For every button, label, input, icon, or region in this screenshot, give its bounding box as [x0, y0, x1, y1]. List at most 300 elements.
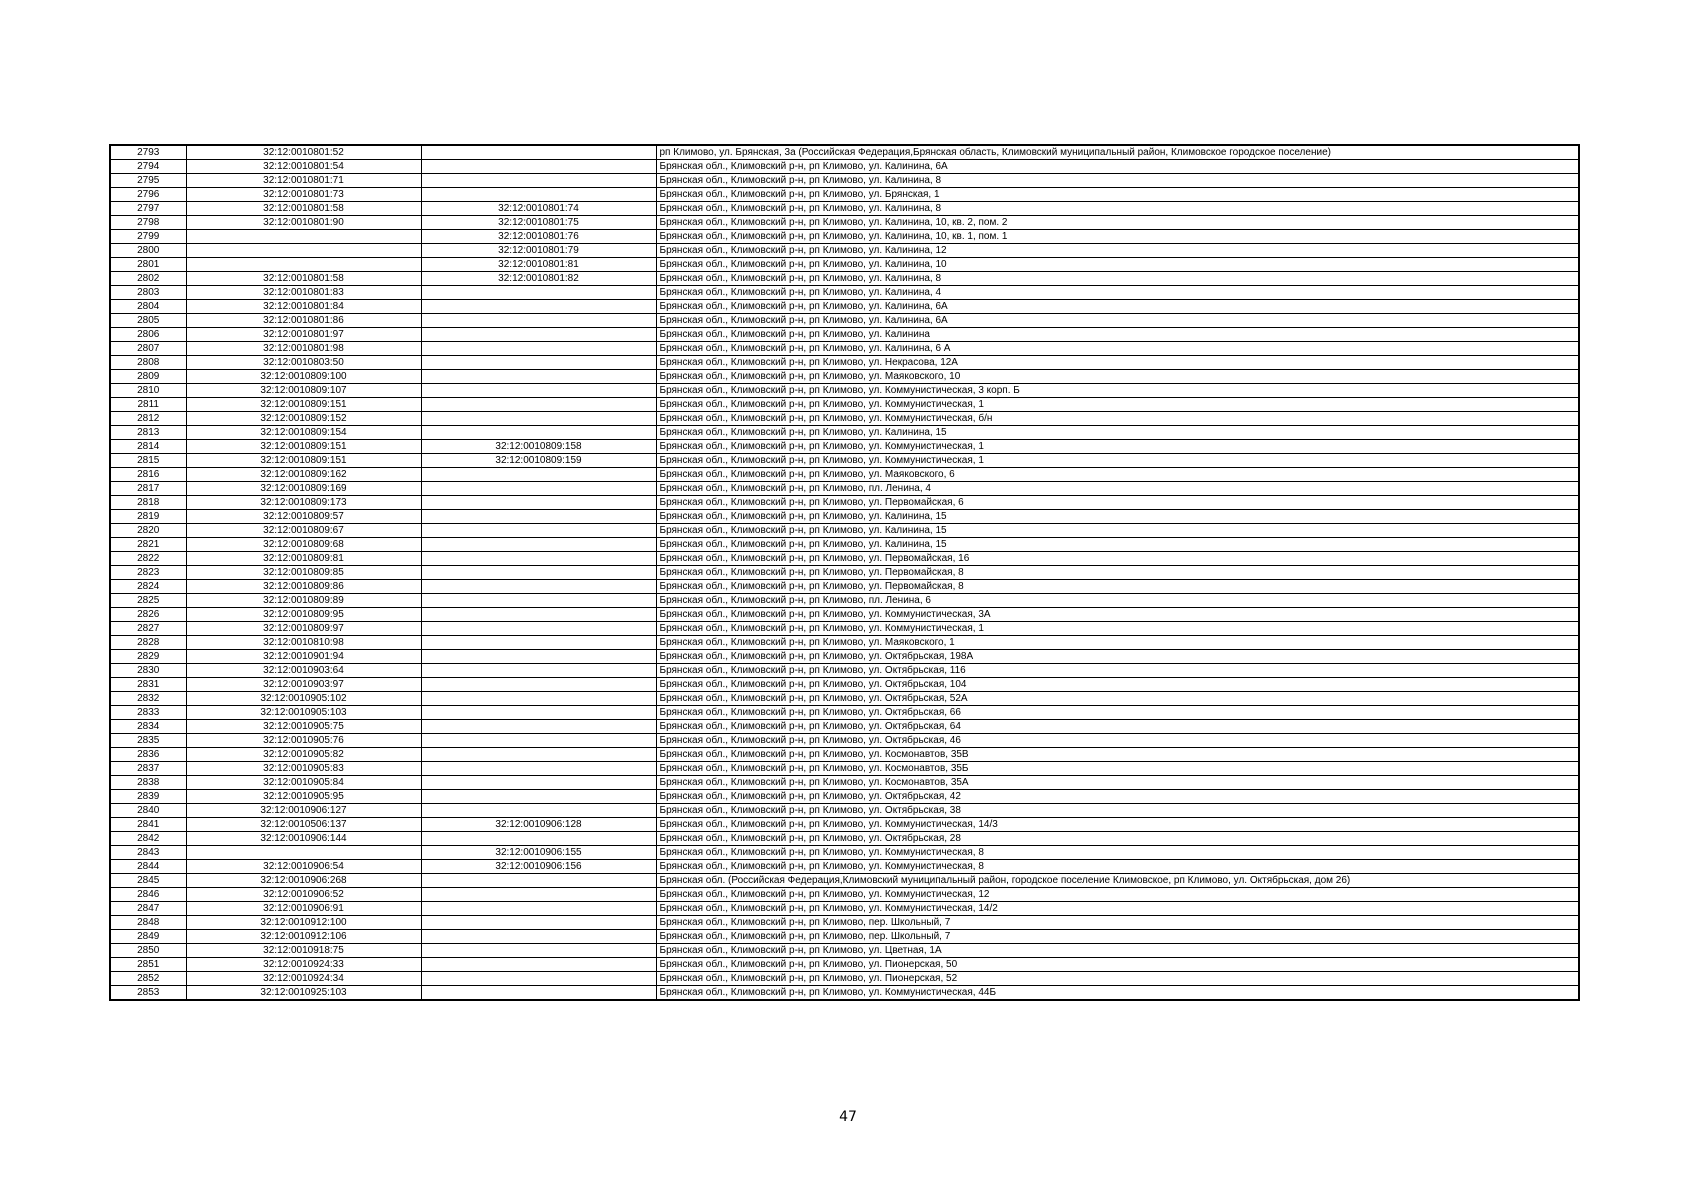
- address-cell: Брянская обл., Климовский р-н, рп Климово, ул. Октябрьская, 104: [656, 678, 1579, 692]
- table-row: [110, 748, 1579, 762]
- related-cadastral-number-cell: [421, 972, 656, 986]
- address-cell: Брянская обл., Климовский р-н, рп Климово, ул. Коммунистическая, 1: [656, 440, 1579, 454]
- related-cadastral-number-cell: [421, 594, 656, 608]
- row-number-cell: 2811: [110, 398, 186, 412]
- related-cadastral-number-cell: [421, 944, 656, 958]
- cadastral-number-cell: 32:12:0010801:84: [186, 300, 421, 314]
- row-number-cell: 2822: [110, 552, 186, 566]
- row-number-cell: 2821: [110, 538, 186, 552]
- cadastral-number-cell: 32:12:0010809:162: [186, 468, 421, 482]
- table-row: [110, 776, 1579, 790]
- address-cell: Брянская обл., Климовский р-н, рп Климово, ул. Октябрьская, 38: [656, 804, 1579, 818]
- row-number-cell: 2843: [110, 846, 186, 860]
- related-cadastral-number-cell: 32:12:0010906:156: [421, 860, 656, 874]
- row-number-cell: 2840: [110, 804, 186, 818]
- table-row: [110, 734, 1579, 748]
- address-cell: Брянская обл., Климовский р-н, рп Климово, ул. Коммунистическая, 8: [656, 846, 1579, 860]
- table-row: [110, 300, 1579, 314]
- row-number-cell: 2844: [110, 860, 186, 874]
- table-row: [110, 230, 1579, 244]
- cadastral-number-cell: 32:12:0010809:95: [186, 608, 421, 622]
- related-cadastral-number-cell: [421, 748, 656, 762]
- row-number-cell: 2810: [110, 384, 186, 398]
- cadastral-number-cell: 32:12:0010801:73: [186, 188, 421, 202]
- row-number-cell: 2805: [110, 314, 186, 328]
- related-cadastral-number-cell: [421, 342, 656, 356]
- cadastral-number-cell: 32:12:0010809:85: [186, 566, 421, 580]
- table-row: [110, 636, 1579, 650]
- address-cell: Брянская обл., Климовский р-н, рп Климово, ул. Космонавтов, 35А: [656, 776, 1579, 790]
- table-row: [110, 860, 1579, 874]
- address-cell: Брянская обл., Климовский р-н, рп Климово, ул. Маяковского, 10: [656, 370, 1579, 384]
- address-cell: Брянская обл., Климовский р-н, рп Климово, ул. Октябрьская, 64: [656, 720, 1579, 734]
- table-row: [110, 608, 1579, 622]
- related-cadastral-number-cell: [421, 958, 656, 972]
- address-cell: Брянская обл., Климовский р-н, рп Климово, ул. Коммунистическая, 8: [656, 860, 1579, 874]
- table-row: [110, 258, 1579, 272]
- cadastral-number-cell: 32:12:0010801:58: [186, 272, 421, 286]
- related-cadastral-number-cell: [421, 734, 656, 748]
- table-row: [110, 370, 1579, 384]
- address-cell: Брянская обл., Климовский р-н, рп Климово, ул. Некрасова, 12А: [656, 356, 1579, 370]
- table-row: [110, 426, 1579, 440]
- row-number-cell: 2838: [110, 776, 186, 790]
- address-cell: Брянская обл., Климовский р-н, рп Климово, ул. Калинина, 15: [656, 524, 1579, 538]
- related-cadastral-number-cell: [421, 986, 656, 1001]
- address-cell: Брянская обл., Климовский р-н, рп Климово, ул. Маяковского, 1: [656, 636, 1579, 650]
- cadastral-number-cell: 32:12:0010801:90: [186, 216, 421, 230]
- related-cadastral-number-cell: [421, 496, 656, 510]
- cadastral-number-cell: 32:12:0010918:75: [186, 944, 421, 958]
- address-cell: Брянская обл. (Российская Федерация,Климовский муниципальный район, городское поселение Климовское, рп Климово, ул. Октябрьская, дом 26): [656, 874, 1579, 888]
- table-row: [110, 650, 1579, 664]
- cadastral-number-cell: 32:12:0010801:97: [186, 328, 421, 342]
- address-cell: Брянская обл., Климовский р-н, рп Климово, ул. Калинина, 6А: [656, 160, 1579, 174]
- cadastral-number-cell: 32:12:0010903:64: [186, 664, 421, 678]
- cadastral-number-cell: 32:12:0010809:151: [186, 440, 421, 454]
- related-cadastral-number-cell: [421, 426, 656, 440]
- table-row: [110, 888, 1579, 902]
- address-cell: Брянская обл., Климовский р-н, рп Климово, ул. Коммунистическая, 14/2: [656, 902, 1579, 916]
- cadastral-number-cell: 32:12:0010903:97: [186, 678, 421, 692]
- row-number-cell: 2852: [110, 972, 186, 986]
- related-cadastral-number-cell: [421, 538, 656, 552]
- related-cadastral-number-cell: [421, 300, 656, 314]
- cadastral-number-cell: 32:12:0010809:173: [186, 496, 421, 510]
- cadastral-number-cell: 32:12:0010905:75: [186, 720, 421, 734]
- address-cell: Брянская обл., Климовский р-н, рп Климово, ул. Пионерская, 52: [656, 972, 1579, 986]
- related-cadastral-number-cell: [421, 916, 656, 930]
- related-cadastral-number-cell: 32:12:0010801:74: [421, 202, 656, 216]
- related-cadastral-number-cell: [421, 580, 656, 594]
- table-row: [110, 468, 1579, 482]
- cadastral-number-cell: 32:12:0010801:54: [186, 160, 421, 174]
- cadastral-number-cell: 32:12:0010809:152: [186, 412, 421, 426]
- row-number-cell: 2807: [110, 342, 186, 356]
- row-number-cell: 2851: [110, 958, 186, 972]
- cadastral-number-cell: 32:12:0010809:67: [186, 524, 421, 538]
- address-cell: Брянская обл., Климовский р-н, рп Климово, ул. Калинина, 12: [656, 244, 1579, 258]
- table-row: [110, 720, 1579, 734]
- address-cell: Брянская обл., Климовский р-н, рп Климово, ул. Калинина, 6А: [656, 300, 1579, 314]
- related-cadastral-number-cell: [421, 720, 656, 734]
- related-cadastral-number-cell: 32:12:0010801:75: [421, 216, 656, 230]
- cadastral-number-cell: 32:12:0010912:100: [186, 916, 421, 930]
- row-number-cell: 2842: [110, 832, 186, 846]
- address-cell: Брянская обл., Климовский р-н, рп Климово, ул. Маяковского, 6: [656, 468, 1579, 482]
- cadastral-number-cell: 32:12:0010809:97: [186, 622, 421, 636]
- table-row: [110, 538, 1579, 552]
- related-cadastral-number-cell: [421, 902, 656, 916]
- address-cell: Брянская обл., Климовский р-н, рп Климово, ул. Калинина, 10: [656, 258, 1579, 272]
- row-number-cell: 2849: [110, 930, 186, 944]
- property-registry-table: [109, 144, 1580, 1001]
- row-number-cell: 2839: [110, 790, 186, 804]
- address-cell: Брянская обл., Климовский р-н, рп Климово, ул. Калинина, 6А: [656, 314, 1579, 328]
- address-cell: Брянская обл., Климовский р-н, рп Климово, ул. Космонавтов, 35Б: [656, 762, 1579, 776]
- cadastral-number-cell: 32:12:0010809:100: [186, 370, 421, 384]
- related-cadastral-number-cell: [421, 510, 656, 524]
- related-cadastral-number-cell: 32:12:0010809:159: [421, 454, 656, 468]
- row-number-cell: 2828: [110, 636, 186, 650]
- cadastral-number-cell: 32:12:0010905:83: [186, 762, 421, 776]
- cadastral-number-cell: 32:12:0010924:33: [186, 958, 421, 972]
- row-number-cell: 2832: [110, 692, 186, 706]
- table-row: [110, 384, 1579, 398]
- address-cell: Брянская обл., Климовский р-н, рп Климово, ул. Октябрьская, 42: [656, 790, 1579, 804]
- row-number-cell: 2793: [110, 145, 186, 160]
- table-row: [110, 972, 1579, 986]
- address-cell: Брянская обл., Климовский р-н, рп Климово, ул. Коммунистическая, 3 корп. Б: [656, 384, 1579, 398]
- cadastral-number-cell: 32:12:0010809:89: [186, 594, 421, 608]
- related-cadastral-number-cell: [421, 412, 656, 426]
- row-number-cell: 2819: [110, 510, 186, 524]
- row-number-cell: 2841: [110, 818, 186, 832]
- address-cell: Брянская обл., Климовский р-н, рп Климово, ул. Космонавтов, 35В: [656, 748, 1579, 762]
- address-cell: Брянская обл., Климовский р-н, рп Климово, ул. Калинина, 8: [656, 272, 1579, 286]
- row-number-cell: 2825: [110, 594, 186, 608]
- address-cell: Брянская обл., Климовский р-н, рп Климово, ул. Октябрьская, 116: [656, 664, 1579, 678]
- address-cell: Брянская обл., Климовский р-н, рп Климово, ул. Коммунистическая, 3А: [656, 608, 1579, 622]
- cadastral-number-cell: 32:12:0010905:82: [186, 748, 421, 762]
- related-cadastral-number-cell: [421, 762, 656, 776]
- cadastral-number-cell: 32:12:0010809:81: [186, 552, 421, 566]
- cadastral-number-cell: 32:12:0010809:151: [186, 398, 421, 412]
- table-row: [110, 342, 1579, 356]
- row-number-cell: 2796: [110, 188, 186, 202]
- address-cell: Брянская обл., Климовский р-н, рп Климово, ул. Коммунистическая, б/н: [656, 412, 1579, 426]
- table-row: [110, 552, 1579, 566]
- table-row: [110, 412, 1579, 426]
- table-row: [110, 930, 1579, 944]
- table-row: [110, 272, 1579, 286]
- table-row: [110, 944, 1579, 958]
- address-cell: Брянская обл., Климовский р-н, рп Климово, ул. Калинина, 6 А: [656, 342, 1579, 356]
- related-cadastral-number-cell: 32:12:0010906:155: [421, 846, 656, 860]
- row-number-cell: 2837: [110, 762, 186, 776]
- row-number-cell: 2812: [110, 412, 186, 426]
- related-cadastral-number-cell: [421, 566, 656, 580]
- related-cadastral-number-cell: 32:12:0010801:81: [421, 258, 656, 272]
- cadastral-number-cell: 32:12:0010801:98: [186, 342, 421, 356]
- related-cadastral-number-cell: [421, 482, 656, 496]
- row-number-cell: 2809: [110, 370, 186, 384]
- table-row: [110, 874, 1579, 888]
- cadastral-number-cell: 32:12:0010809:107: [186, 384, 421, 398]
- table-row: [110, 958, 1579, 972]
- table-row: [110, 622, 1579, 636]
- related-cadastral-number-cell: 32:12:0010801:79: [421, 244, 656, 258]
- cadastral-number-cell: 32:12:0010905:95: [186, 790, 421, 804]
- cadastral-number-cell: 32:12:0010905:76: [186, 734, 421, 748]
- row-number-cell: 2831: [110, 678, 186, 692]
- page-number: 47: [839, 1109, 857, 1125]
- related-cadastral-number-cell: [421, 160, 656, 174]
- related-cadastral-number-cell: [421, 468, 656, 482]
- address-cell: Брянская обл., Климовский р-н, рп Климово, ул. Первомайская, 8: [656, 580, 1579, 594]
- cadastral-number-cell: 32:12:0010809:154: [186, 426, 421, 440]
- address-cell: Брянская обл., Климовский р-н, рп Климово, ул. Коммунистическая, 44Б: [656, 986, 1579, 1001]
- cadastral-number-cell: 32:12:0010801:58: [186, 202, 421, 216]
- row-number-cell: 2827: [110, 622, 186, 636]
- related-cadastral-number-cell: 32:12:0010801:76: [421, 230, 656, 244]
- related-cadastral-number-cell: [421, 552, 656, 566]
- row-number-cell: 2850: [110, 944, 186, 958]
- related-cadastral-number-cell: [421, 370, 656, 384]
- related-cadastral-number-cell: [421, 692, 656, 706]
- address-cell: Брянская обл., Климовский р-н, рп Климово, ул. Коммунистическая, 1: [656, 454, 1579, 468]
- row-number-cell: 2853: [110, 986, 186, 1001]
- address-cell: Брянская обл., Климовский р-н, рп Климово, ул. Коммунистическая, 12: [656, 888, 1579, 902]
- row-number-cell: 2808: [110, 356, 186, 370]
- table-row: [110, 692, 1579, 706]
- related-cadastral-number-cell: [421, 145, 656, 160]
- address-cell: Брянская обл., Климовский р-н, рп Климово, ул. Калинина, 15: [656, 538, 1579, 552]
- cadastral-number-cell: 32:12:0010801:71: [186, 174, 421, 188]
- cadastral-number-cell: 32:12:0010906:91: [186, 902, 421, 916]
- related-cadastral-number-cell: [421, 384, 656, 398]
- address-cell: рп Климово, ул. Брянская, 3а (Российская Федерация,Брянская область, Климовский муниципальный район, Климовское городское поселение): [656, 145, 1579, 160]
- cadastral-number-cell: 32:12:0010906:268: [186, 874, 421, 888]
- table-row: [110, 398, 1579, 412]
- table-row: [110, 244, 1579, 258]
- table-row: [110, 286, 1579, 300]
- cadastral-number-cell: 32:12:0010801:83: [186, 286, 421, 300]
- table-row: [110, 804, 1579, 818]
- row-number-cell: 2848: [110, 916, 186, 930]
- address-cell: Брянская обл., Климовский р-н, рп Климово, ул. Брянская, 1: [656, 188, 1579, 202]
- cadastral-number-cell: 32:12:0010906:127: [186, 804, 421, 818]
- related-cadastral-number-cell: [421, 832, 656, 846]
- address-cell: Брянская обл., Климовский р-н, рп Климово, ул. Калинина, 8: [656, 202, 1579, 216]
- row-number-cell: 2834: [110, 720, 186, 734]
- table-row: [110, 524, 1579, 538]
- cadastral-number-cell: [186, 230, 421, 244]
- row-number-cell: 2836: [110, 748, 186, 762]
- address-cell: Брянская обл., Климовский р-н, рп Климово, ул. Калинина, 10, кв. 2, пом. 2: [656, 216, 1579, 230]
- address-cell: Брянская обл., Климовский р-н, рп Климово, ул. Пионерская, 50: [656, 958, 1579, 972]
- row-number-cell: 2801: [110, 258, 186, 272]
- related-cadastral-number-cell: [421, 930, 656, 944]
- row-number-cell: 2835: [110, 734, 186, 748]
- table-row: [110, 762, 1579, 776]
- row-number-cell: 2830: [110, 664, 186, 678]
- address-cell: Брянская обл., Климовский р-н, рп Климово, пл. Ленина, 6: [656, 594, 1579, 608]
- related-cadastral-number-cell: [421, 874, 656, 888]
- related-cadastral-number-cell: [421, 328, 656, 342]
- cadastral-number-cell: 32:12:0010506:137: [186, 818, 421, 832]
- related-cadastral-number-cell: [421, 524, 656, 538]
- related-cadastral-number-cell: [421, 888, 656, 902]
- table-row: [110, 678, 1579, 692]
- address-cell: Брянская обл., Климовский р-н, рп Климово, пер. Школьный, 7: [656, 916, 1579, 930]
- table-row: [110, 832, 1579, 846]
- cadastral-number-cell: [186, 244, 421, 258]
- table-row: [110, 594, 1579, 608]
- address-cell: Брянская обл., Климовский р-н, рп Климово, ул. Первомайская, 6: [656, 496, 1579, 510]
- cadastral-number-cell: 32:12:0010906:52: [186, 888, 421, 902]
- cadastral-number-cell: 32:12:0010809:151: [186, 454, 421, 468]
- row-number-cell: 2829: [110, 650, 186, 664]
- cadastral-number-cell: 32:12:0010905:84: [186, 776, 421, 790]
- row-number-cell: 2824: [110, 580, 186, 594]
- address-cell: Брянская обл., Климовский р-н, рп Климово, пер. Школьный, 7: [656, 930, 1579, 944]
- cadastral-number-cell: 32:12:0010905:102: [186, 692, 421, 706]
- related-cadastral-number-cell: 32:12:0010906:128: [421, 818, 656, 832]
- row-number-cell: 2817: [110, 482, 186, 496]
- related-cadastral-number-cell: [421, 622, 656, 636]
- address-cell: Брянская обл., Климовский р-н, рп Климово, ул. Калинина, 4: [656, 286, 1579, 300]
- cadastral-number-cell: 32:12:0010924:34: [186, 972, 421, 986]
- related-cadastral-number-cell: [421, 314, 656, 328]
- related-cadastral-number-cell: [421, 608, 656, 622]
- address-cell: Брянская обл., Климовский р-н, рп Климово, ул. Коммунистическая, 1: [656, 622, 1579, 636]
- table-row: [110, 454, 1579, 468]
- address-cell: Брянская обл., Климовский р-н, рп Климово, ул. Октябрьская, 66: [656, 706, 1579, 720]
- related-cadastral-number-cell: [421, 804, 656, 818]
- address-cell: Брянская обл., Климовский р-н, рп Климово, ул. Коммунистическая, 14/3: [656, 818, 1579, 832]
- table-row: [110, 440, 1579, 454]
- cadastral-number-cell: 32:12:0010912:106: [186, 930, 421, 944]
- table-row: [110, 902, 1579, 916]
- row-number-cell: 2800: [110, 244, 186, 258]
- row-number-cell: 2833: [110, 706, 186, 720]
- row-number-cell: 2813: [110, 426, 186, 440]
- table-row: [110, 356, 1579, 370]
- address-cell: Брянская обл., Климовский р-н, рп Климово, ул. Первомайская, 16: [656, 552, 1579, 566]
- table-row: [110, 706, 1579, 720]
- address-cell: Брянская обл., Климовский р-н, рп Климово, ул. Калинина, 10, кв. 1, пом. 1: [656, 230, 1579, 244]
- cadastral-number-cell: 32:12:0010809:57: [186, 510, 421, 524]
- address-cell: Брянская обл., Климовский р-н, рп Климово, ул. Октябрьская, 46: [656, 734, 1579, 748]
- row-number-cell: 2798: [110, 216, 186, 230]
- row-number-cell: 2847: [110, 902, 186, 916]
- address-cell: Брянская обл., Климовский р-н, рп Климово, ул. Калинина, 15: [656, 426, 1579, 440]
- related-cadastral-number-cell: 32:12:0010809:158: [421, 440, 656, 454]
- cadastral-number-cell: [186, 258, 421, 272]
- row-number-cell: 2797: [110, 202, 186, 216]
- cadastral-number-cell: 32:12:0010925:103: [186, 986, 421, 1001]
- table-row: [110, 160, 1579, 174]
- address-cell: Брянская обл., Климовский р-н, рп Климово, ул. Октябрьская, 52А: [656, 692, 1579, 706]
- address-cell: Брянская обл., Климовский р-н, рп Климово, ул. Цветная, 1А: [656, 944, 1579, 958]
- table-row: [110, 145, 1579, 160]
- cadastral-number-cell: 32:12:0010905:103: [186, 706, 421, 720]
- table-row: [110, 986, 1579, 1001]
- table-row: [110, 482, 1579, 496]
- related-cadastral-number-cell: [421, 356, 656, 370]
- address-cell: Брянская обл., Климовский р-н, рп Климово, пл. Ленина, 4: [656, 482, 1579, 496]
- address-cell: Брянская обл., Климовский р-н, рп Климово, ул. Первомайская, 8: [656, 566, 1579, 580]
- table-row: [110, 174, 1579, 188]
- address-cell: Брянская обл., Климовский р-н, рп Климово, ул. Калинина, 15: [656, 510, 1579, 524]
- row-number-cell: 2795: [110, 174, 186, 188]
- related-cadastral-number-cell: [421, 706, 656, 720]
- related-cadastral-number-cell: [421, 636, 656, 650]
- address-cell: Брянская обл., Климовский р-н, рп Климово, ул. Октябрьская, 28: [656, 832, 1579, 846]
- row-number-cell: 2814: [110, 440, 186, 454]
- cadastral-number-cell: 32:12:0010809:169: [186, 482, 421, 496]
- cadastral-number-cell: 32:12:0010901:94: [186, 650, 421, 664]
- related-cadastral-number-cell: [421, 664, 656, 678]
- cadastral-number-cell: 32:12:0010809:68: [186, 538, 421, 552]
- row-number-cell: 2818: [110, 496, 186, 510]
- cadastral-number-cell: 32:12:0010809:86: [186, 580, 421, 594]
- table-row: [110, 580, 1579, 594]
- related-cadastral-number-cell: [421, 678, 656, 692]
- cadastral-number-cell: 32:12:0010801:52: [186, 145, 421, 160]
- row-number-cell: 2803: [110, 286, 186, 300]
- row-number-cell: 2816: [110, 468, 186, 482]
- table-row: [110, 916, 1579, 930]
- table-row: [110, 188, 1579, 202]
- row-number-cell: 2802: [110, 272, 186, 286]
- row-number-cell: 2845: [110, 874, 186, 888]
- cadastral-number-cell: 32:12:0010810:98: [186, 636, 421, 650]
- address-cell: Брянская обл., Климовский р-н, рп Климово, ул. Октябрьская, 198А: [656, 650, 1579, 664]
- table-row: [110, 790, 1579, 804]
- related-cadastral-number-cell: 32:12:0010801:82: [421, 272, 656, 286]
- cadastral-number-cell: 32:12:0010801:86: [186, 314, 421, 328]
- row-number-cell: 2794: [110, 160, 186, 174]
- cadastral-number-cell: 32:12:0010906:144: [186, 832, 421, 846]
- table-row: [110, 216, 1579, 230]
- related-cadastral-number-cell: [421, 174, 656, 188]
- row-number-cell: 2826: [110, 608, 186, 622]
- table-row: [110, 566, 1579, 580]
- table-row: [110, 846, 1579, 860]
- related-cadastral-number-cell: [421, 286, 656, 300]
- cadastral-number-cell: 32:12:0010803:50: [186, 356, 421, 370]
- address-cell: Брянская обл., Климовский р-н, рп Климово, ул. Коммунистическая, 1: [656, 398, 1579, 412]
- table-row: [110, 202, 1579, 216]
- table-row: [110, 314, 1579, 328]
- row-number-cell: 2804: [110, 300, 186, 314]
- row-number-cell: 2846: [110, 888, 186, 902]
- address-cell: Брянская обл., Климовский р-н, рп Климово, ул. Калинина, 8: [656, 174, 1579, 188]
- table-row: [110, 510, 1579, 524]
- related-cadastral-number-cell: [421, 790, 656, 804]
- related-cadastral-number-cell: [421, 398, 656, 412]
- row-number-cell: 2799: [110, 230, 186, 244]
- row-number-cell: 2823: [110, 566, 186, 580]
- row-number-cell: 2815: [110, 454, 186, 468]
- address-cell: Брянская обл., Климовский р-н, рп Климово, ул. Калинина: [656, 328, 1579, 342]
- related-cadastral-number-cell: [421, 650, 656, 664]
- registry-table-body: [110, 145, 1579, 1000]
- cadastral-number-cell: [186, 846, 421, 860]
- related-cadastral-number-cell: [421, 188, 656, 202]
